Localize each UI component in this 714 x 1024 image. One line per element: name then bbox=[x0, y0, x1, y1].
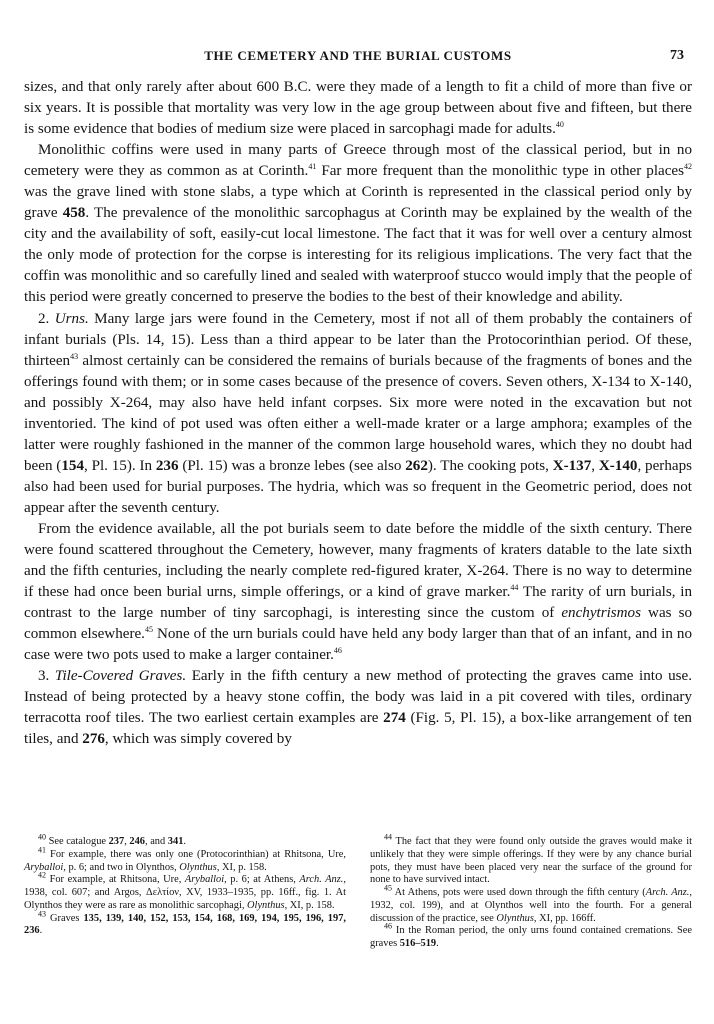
grave-number: 274 bbox=[383, 710, 406, 727]
running-header bbox=[24, 48, 692, 68]
grave-number: 276 bbox=[82, 731, 105, 748]
footnote-41: $^{41}$ For example, there was only one (Protocorinthian) at Rhitsona, Ure, Aryballoi, p. 6; and two in Olynthos, Olynthus, XI, p. 158. bbox=[24, 845, 346, 873]
footnote-ref-43: 43 bbox=[70, 351, 79, 361]
footnotes-left-column bbox=[24, 832, 347, 938]
paragraph-4: From the evidence available, all the pot burials seem to date before the middle of the sixth century. There were found scattered throughout the Cemetery, however, many fragments of kraters datable to the late sixth and the fifth centuries, including the nearly complete red-figured krater, X-264. There is no way to determine if these had once been burial urns, simple offerings, or a kind of grave marker.$^{44}$ The rarity of urn burials, in contrast to the large number of tiny sarcophagi, is interesting since the custom of enchytrismos was so common elsewhere.$^{45}$ None of the urn burials could have held any body larger than that of an infant, and in no case were two pots used to make a larger container.$^{46}$ bbox=[24, 520, 692, 664]
running-title: THE CEMETERY AND THE BURIAL CUSTOMS bbox=[204, 48, 512, 63]
grave-number: 458 bbox=[62, 205, 86, 222]
footnote-43: $^{43}$ Graves 135, 139, 140, 152, 153, 154, 168, 169, 194, 195, 196, 197, 236. bbox=[24, 909, 346, 937]
footnote-42: $^{42}$ For example, at Rhitsona, Ure, Aryballoi, p. 6; at Athens, Arch. Anz., 1938, col. 607; and Argos, Δελτίον, XV, 1933–1935, pp. 16ff., fig. 1. At Olynthos they were as rare as monolithic sarcophagi, Olynthus, XI, p. 158. bbox=[24, 870, 347, 911]
footnote-ref-44: 44 bbox=[510, 583, 519, 593]
page bbox=[24, 0, 692, 1024]
footnote-ref-42: 42 bbox=[684, 162, 692, 172]
inventory-number: X-137 bbox=[552, 457, 592, 474]
inventory-number: X-140 bbox=[598, 457, 638, 474]
footnote-40: $^{40}$ See catalogue 237, 246, and 341. bbox=[38, 832, 186, 847]
grave-number: 236 bbox=[155, 457, 179, 474]
footnote-ref-46: 46 bbox=[333, 646, 342, 656]
page-number: 73 bbox=[670, 48, 684, 63]
section-heading-urns: Urns. bbox=[54, 310, 89, 327]
footnote-ref-45: 45 bbox=[144, 625, 153, 635]
grave-number: 154 bbox=[61, 457, 84, 474]
footnote-ref-40: 40 bbox=[555, 120, 564, 130]
footnote-ref-41: 41 bbox=[308, 162, 317, 172]
emphasis-term: enchytrismos bbox=[561, 605, 641, 622]
body-text bbox=[24, 77, 692, 751]
paragraph-tile-covered-graves: 3. Tile-Covered Graves. Early in the fifth century a new method of protecting the graves came into use. Instead of being protected by a heavy stone coffin, the body was laid in a pit covered with tiles, ordinary terracotta roof tiles. The two earliest certain examples are 274 (Fig. 5, Pl. 15), a box-like arrangement of ten tiles, and 276, which was simply covered by bbox=[24, 668, 692, 748]
paragraph-2: Monolithic coffins were used in many parts of Greece through most of the classical period, but in no cemetery were they as common as at Corinth.$^{41}$ Far more frequent than the monolithic type in other places$^{42}$ was the grave lined with stone slabs, a type which at Corinth is represented in the classical period only by grave 458. The prevalence of the monolithic sarcophagus at Corinth may be explained by the wealth of the city and the availability of soft, easily-cut local limestone. The fact that it was for well over a century almost the only mode of protection for the corpse is interesting for its religious implications. The very fact that the coffin was monolithic and so carefully lined and sealed with waterproof stucco would imply that the people of this period were greatly concerned to preserve the bodies to the best of their knowledge and ability. bbox=[24, 142, 692, 306]
footnotes-right-column bbox=[370, 832, 692, 951]
section-heading-tile-covered-graves: Tile-Covered Graves. bbox=[54, 668, 187, 685]
footnote-44: $^{44}$ The fact that they were found only outside the graves would make it unlikely that they were simple offerings. If they were by any chance burial pots, they must have been placed very near the surface of the ground for none to have survived intact. bbox=[370, 832, 692, 886]
footnote-45: $^{45}$ At Athens, pots were used down through the fifth century (Arch. Anz., 1932, col. 199), and at Olynthos well into the fourth. For a general discussion of the practice, see Olynthus, XI, pp. 166ff. bbox=[370, 883, 692, 924]
paragraph-1: sizes, and that only rarely after about 600 B.C. were they made of a length to fit a child of more than five or six years. It is possible that mortality was very low in the age group between about five and fifteen, but there is some evidence that bodies of medium size were placed in sarcophagi made for adults.$^{40}$ bbox=[24, 79, 692, 138]
grave-number: 262 bbox=[405, 457, 428, 474]
footnote-46: $^{46}$ In the Roman period, the only urns found contained cremations. See graves 516–519. bbox=[370, 921, 692, 949]
paragraph-urns: 2. Urns. Many large jars were found in the Cemetery, most if not all of them probably the containers of infant burials (Pls. 14, 15). Less than a third appear to be later than the Protocorinthian period. Of these, thirteen$^{43}$ almost certainly can be considered the remains of burials because of the fragments of bones and the offerings found with them; or in some cases because of the presence of covers. Seven others, X-134 to X-140, and possibly X-264, may also have held infant corpses. Six more were noted in the excavation but not inventoried. The kind of pot used was often either a well-made krater or a large amphora; examples of the latter were roughly fashioned in the manner of the common large household wares, which they no doubt had been (154, Pl. 15). In 236 (Pl. 15) was a bronze lebes (see also 262). The cooking pots, X-137, X-140, perhaps also had been used for burial purposes. The hydria, which was so frequent in the Geometric period, does not appear after the seventh century. bbox=[24, 310, 693, 516]
